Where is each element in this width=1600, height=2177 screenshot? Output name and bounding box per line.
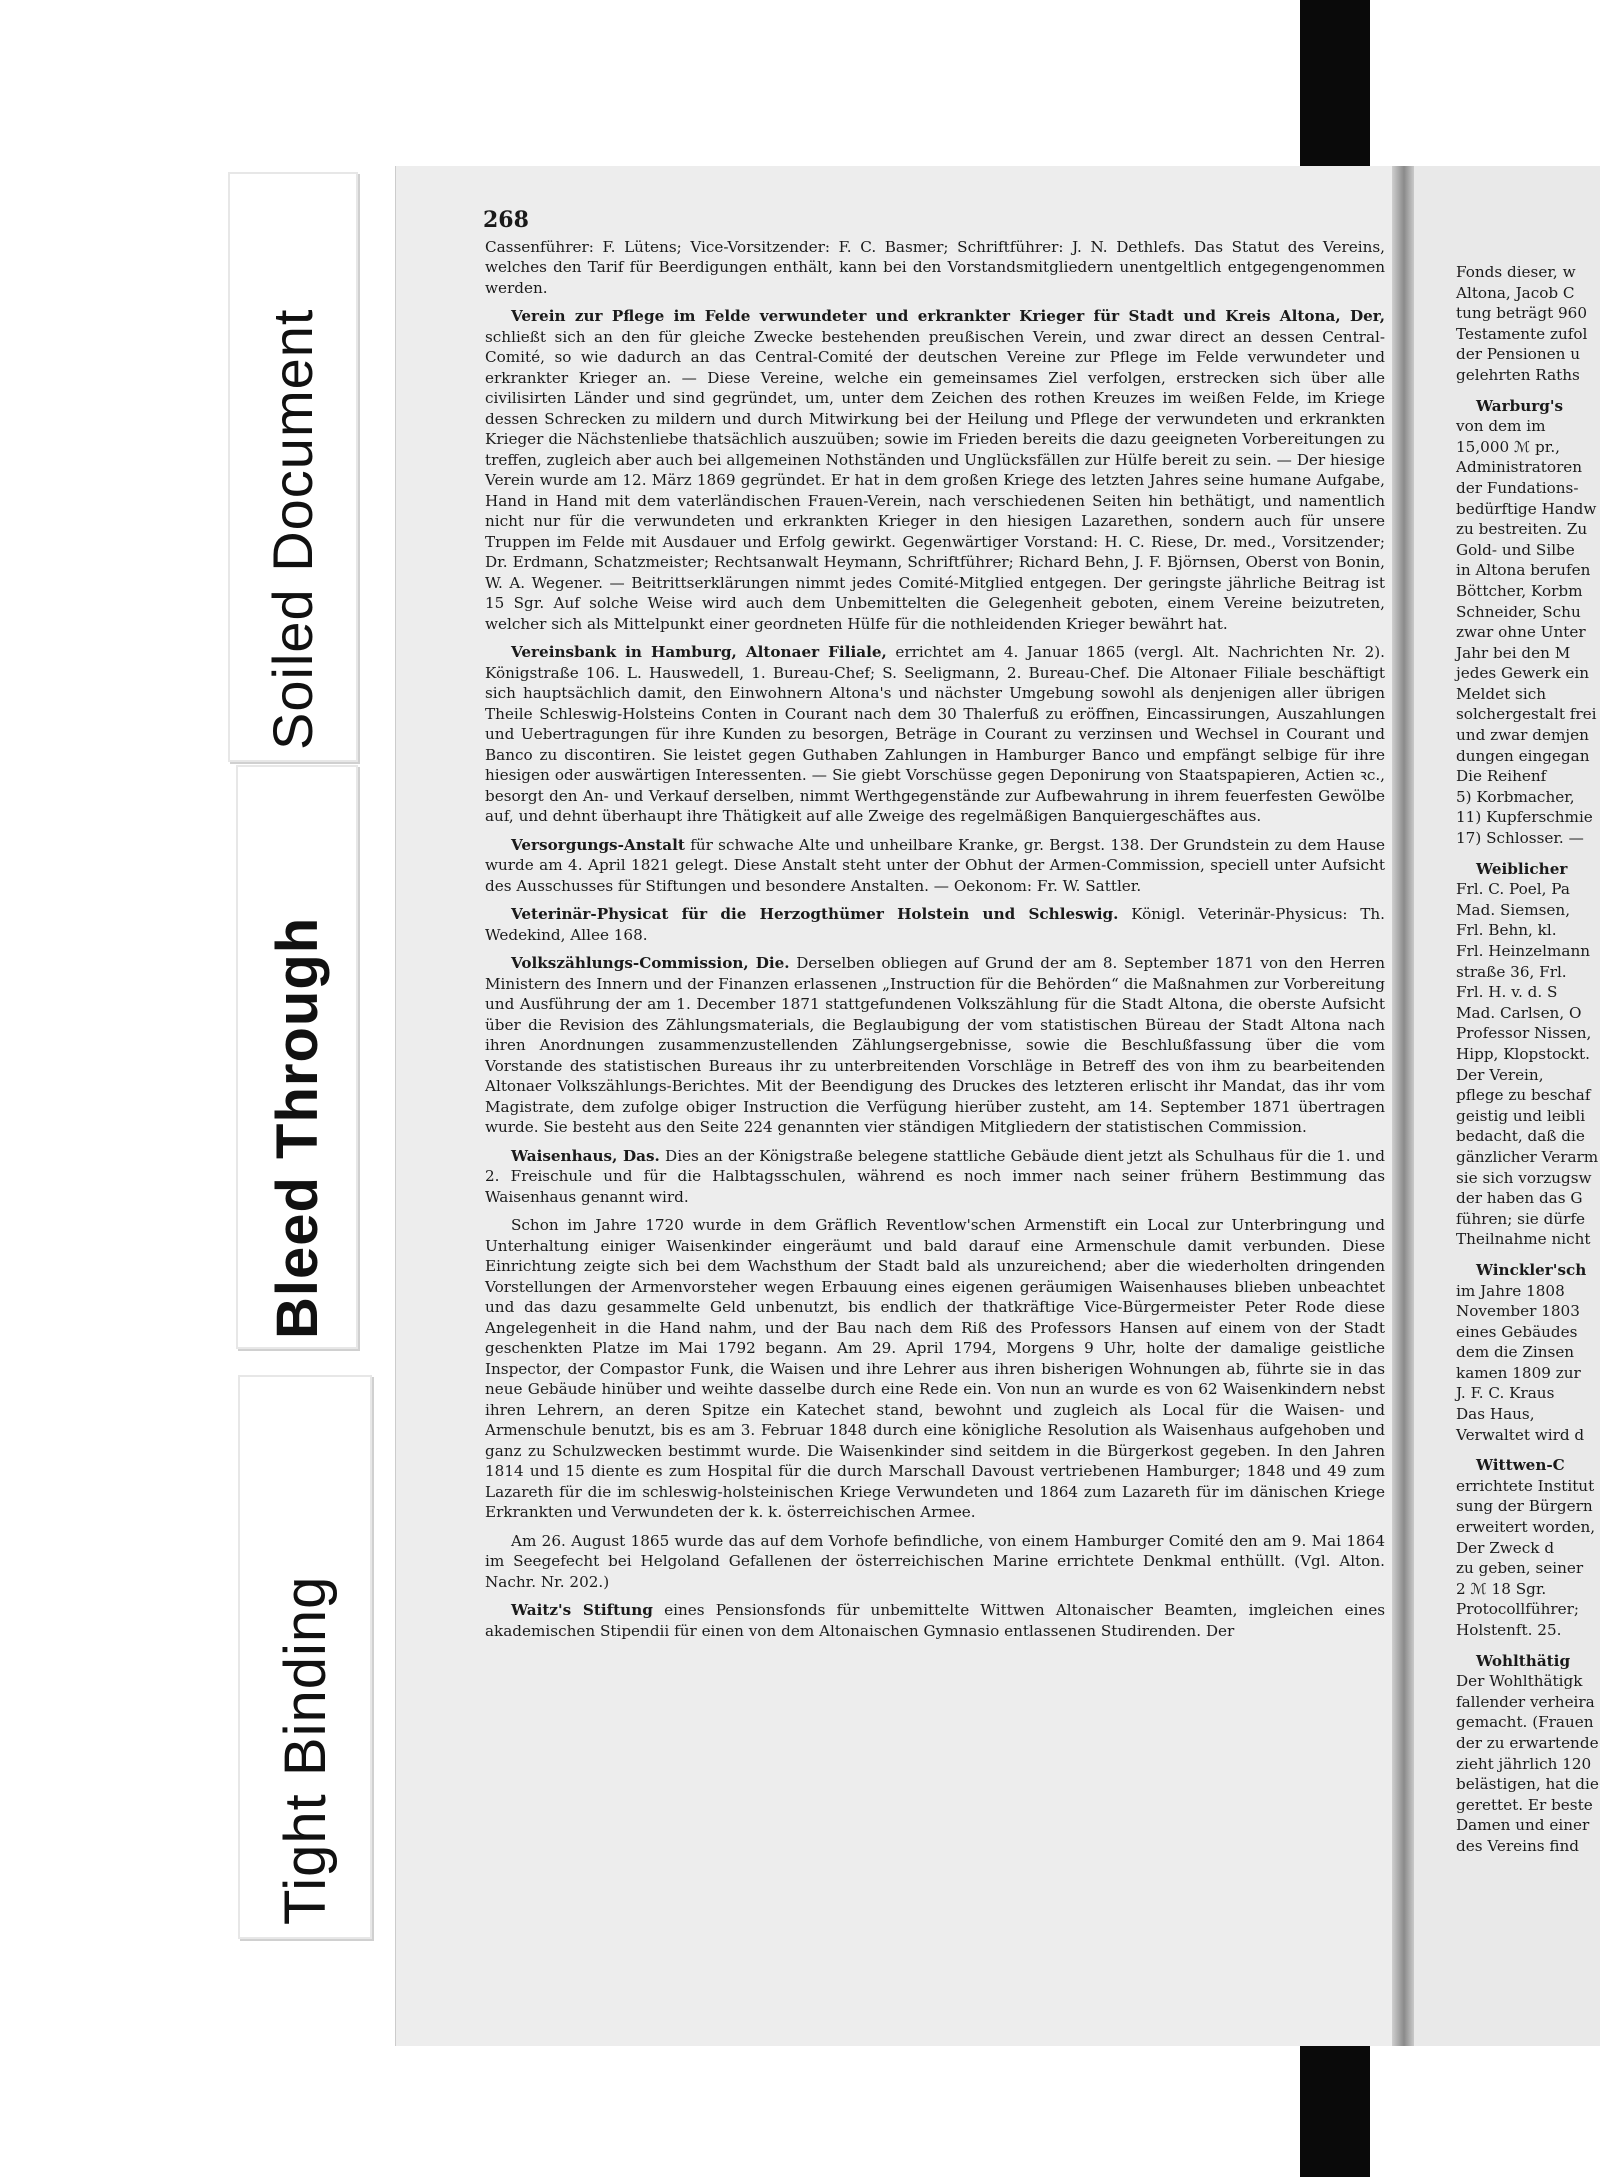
right-page-line: Frl. H. v. d. S — [1456, 983, 1558, 1002]
right-page-line: 5) Korbmacher, — [1456, 787, 1575, 806]
body-waitz-stiftung: eines Pensionsfonds für unbemittelte Wittwen Altonaischer Beamten, imgleichen eines akademischen Stipendii für einen von dem Altonaischen Gymnasio entlassenen Studirenden. Der — [485, 1601, 1385, 1640]
paragraph-waisenhaus — [485, 1146, 1385, 1208]
right-page-line: Damen und einer — [1456, 1816, 1590, 1835]
right-page-gap — [1456, 386, 1600, 396]
body-versorgungs-anstalt: für schwache Alte und unheilbare Kranke, gr. Bergst. 138. Der Grundstein zu dem Hause wurde am 4. April 1821 gelegt. Diese Anstalt steht unter der Obhut der Armen-Commission, speciell unter Aufsicht des Ausschusses für Stiftungen und besondere Anstalten. — Oekonom: Fr. W. Sattler. — [485, 835, 1386, 895]
right-page-line: errichtete Institut — [1456, 1476, 1595, 1495]
right-page-line: des Vereins find — [1456, 1836, 1580, 1855]
right-page-line: der haben das G — [1456, 1189, 1583, 1208]
right-page-gap — [1456, 1445, 1600, 1455]
right-page-line: sie sich vorzugsw — [1456, 1168, 1592, 1187]
heading-waisenhaus: Waisenhaus, Das. — [511, 1146, 660, 1165]
right-page-line: von dem im — [1456, 417, 1546, 436]
right-page-line: straße 36, Frl. — [1456, 962, 1567, 981]
binding-gutter — [1392, 166, 1416, 2046]
right-page-line: 11) Kupferschmie — [1456, 808, 1593, 827]
right-page-line: Weiblicher — [1476, 859, 1568, 878]
paragraph-waisenhaus-history: Schon im Jahre 1720 wurde in dem Gräflich Reventlow'schen Armenstift ein Local zur Unterbringung und Unterhaltung einiger Waisenkinder eingeräumt und bald darauf eine Armenschule damit verbunden. Diese Einrichtung zeigte sich bei dem Wachsthum der Stadt bald als unzureichend; aber die wiederholten dringenden Vorstellungen der Armenvorsteher wegen Erbauung eines eigenen geräumigen Waisenhauses blieben unbeachtet und das dazu gesammelte Geld unbenutzt, bis endlich der thatkräftige Vice-Bürgermeister Peter Rode diese Angelegenheit in die Hand nahm, und der Bau nach dem Riß des Professors Hansen auf einem von der Stadt geschenkten Platze im Mai 1792 begann. Am 29. April 1794, Morgens 9 Uhr, holte der damalige geistliche Inspector, der Compastor Funk, die Waisen und ihre Lehrer aus ihren bisherigen Wohnungen ab, führte sie in das neue Gebäude hinüber und weihte dasselbe durch eine Rede ein. Von nun an wurde es von 62 Waisenkindern nebst ihren Lehrern, an deren Spitze ein Katechet stand, bewohnt und zugleich als Local für die Waisen- und Armenschule benutzt, bis es am 3. Februar 1848 durch eine königliche Resolution als Waisenhaus aufgehoben und ganz zu Schulzwecken bestimmt wurde. Die Waisenkinder sind seitdem in die Bürgerkost gegeben. In den Jahren 1814 und 15 diente es zum Hospital für die durch Marschall Davoust vertriebenen Hamburger; 1848 und 49 zum Lazareth für die im schleswig-holsteinischen Kriege Verwundeten und 1864 zum Lazareth für im dänischen Kriege Erkrankten und Verwundeten der k. k. österreichischen Armee. — [485, 1216, 1385, 1521]
right-page-line: Meldet sich — [1456, 684, 1546, 703]
right-page-line: Hipp, Klopstockt. — [1456, 1044, 1590, 1063]
right-page-line: Testamente zufol — [1456, 324, 1588, 343]
right-page-line: Schneider, Schu — [1456, 602, 1581, 621]
right-page-line: gänzlicher Verarm — [1456, 1147, 1599, 1166]
right-page-line: Mad. Siemsen, — [1456, 900, 1571, 919]
right-page-line: Jahr bei den M — [1456, 643, 1571, 662]
heading-versorgungs-anstalt: Versorgungs-Anstalt — [511, 835, 685, 854]
right-page-line: gerettet. Er beste — [1456, 1795, 1593, 1814]
heading-vereinsbank: Vereinsbank in Hamburg, Altonaer Filiale, — [511, 643, 887, 661]
right-page-line: Winckler'sch — [1476, 1260, 1587, 1279]
right-page-line: Frl. Heinzelmann — [1456, 942, 1591, 960]
right-page-line: der Pensionen u — [1456, 345, 1581, 364]
left-page-text — [483, 207, 1386, 1649]
tight-binding-text: Tight Binding — [273, 1575, 338, 1925]
right-page-line: und zwar demjen — [1456, 726, 1589, 745]
right-page-line: Die Reihenf — [1456, 767, 1547, 786]
right-page-line: Wohlthätig — [1476, 1651, 1571, 1670]
right-page-line: Frl. C. Poel, Pa — [1456, 880, 1570, 899]
heading-verein-pflege: Verein zur Pflege im Felde verwundeter und erkrankter Krieger für Stadt und Kreis Altona, Der, — [511, 307, 1385, 325]
right-page-line: Protocollführer; — [1456, 1600, 1580, 1619]
soiled-document-text: Soiled Document — [261, 308, 324, 750]
right-page-line: gemacht. (Frauen — [1456, 1713, 1594, 1732]
right-page-line: Wittwen-C — [1476, 1456, 1565, 1475]
right-page-line: Der Wohlthätigk — [1456, 1672, 1583, 1691]
heading-waitz-stiftung: Waitz's Stiftung — [511, 1601, 653, 1619]
paragraph-denkmal: Am 26. August 1865 wurde das auf dem Vorhofe befindliche, von einem Hamburger Comité den am 9. Mai 1864 im Seegefecht bei Helgoland Gefallenen der österreichischen Marine errichtete Denkmal enthüllt. (Vgl. Alton. Nachr. Nr. 202.) — [485, 1531, 1385, 1591]
paragraph-vereinsbank — [485, 642, 1385, 827]
right-page-line: Holstenft. 25. — [1456, 1621, 1562, 1639]
right-page-line: Administratoren — [1456, 458, 1583, 477]
heading-volkszaehlung: Volkszählungs-Commission, Die. — [511, 954, 790, 972]
soiled-document-label — [228, 172, 358, 762]
right-page-line: fallender verheira — [1456, 1692, 1595, 1711]
right-page-line: jedes Gewerk ein — [1456, 664, 1590, 683]
right-page-line: Der Zweck d — [1456, 1538, 1555, 1557]
right-page-line: im Jahre 1808 — [1456, 1281, 1565, 1300]
right-page-line: Böttcher, Korbm — [1456, 581, 1583, 600]
right-page-line: Frl. Behn, kl. — [1456, 921, 1557, 940]
body-vereinsbank: errichtet am 4. Januar 1865 (vergl. Alt. Nachrichten Nr. 2). Königstraße 106. L. Hauswedell, 1. Bureau-Chef; S. Seeligmann, 2. Bureau-Chef. Die Altonaer Filiale beschäftigt sich hauptsächlich damit, den Einwohnern Altona's und nächster Umgebung sowohl als denjenigen aller übrigen Theile Schleswig-Holsteins Conten in Courant nach dem 30 Thalerfuß zu eröffnen, Eincassirungen, Auszahlungen und Uebertragungen für ihre Kunden zu besorgen, Beträge in Courant zu verzinsen und Wechsel in Courant und Banco zu discontiren. Sie leistet gegen Guthaben Zahlungen in Hamburger Banco und empfängt selbige für ihre hiesigen oder auswärtigen Interessenten. — Sie giebt Vorschüsse gegen Deponirung von Staatspapieren, Actien ꝛc., besorgt den An- und Verkauf derselben, nimmt Werthgegenstände zur Aufbewahrung in ihrem feuerfesten Gewölbe auf, und dehnt überhaupt ihre Thätigkeit auf alle Zweige des regelmäßigen Banquiergeschäftes aus. — [485, 643, 1385, 825]
paragraph-veterinaer — [485, 904, 1385, 945]
right-page-line: Fonds dieser, w — [1456, 263, 1576, 281]
right-page-gap — [1456, 1641, 1600, 1651]
right-page-line: führen; sie dürfe — [1456, 1209, 1585, 1228]
right-page-gap — [1456, 1250, 1600, 1260]
tight-binding-label — [238, 1375, 372, 1939]
right-page-line: geistig und leibli — [1456, 1106, 1586, 1125]
right-page-line: November 1803 — [1456, 1302, 1580, 1321]
right-page-line: in Altona berufen — [1456, 561, 1591, 580]
right-page-line: erweitert worden, — [1456, 1518, 1596, 1537]
right-page-line: dem die Zinsen — [1456, 1343, 1575, 1362]
right-page-line: 2 ℳ 18 Sgr. — [1456, 1579, 1547, 1598]
bleed-through-label — [236, 765, 358, 1349]
right-page-gap — [1456, 849, 1600, 859]
right-page-text — [1456, 262, 1600, 1857]
right-page-line: Theilnahme nicht — [1456, 1230, 1591, 1249]
right-page-line: Das Haus, — [1456, 1405, 1535, 1424]
right-page-line: Gold- und Silbe — [1456, 540, 1575, 559]
right-page-line: Verwaltet wird d — [1456, 1425, 1585, 1444]
right-page-line: belästigen, hat die — [1456, 1775, 1599, 1794]
right-page-line: solchergestalt frei — [1456, 705, 1597, 724]
right-page-line: eines Gebäudes — [1456, 1322, 1578, 1341]
right-page-line: der Fundations- — [1456, 478, 1579, 497]
right-page-line: zieht jährlich 120 — [1456, 1754, 1592, 1773]
bleed-through-text: Bleed Through — [265, 916, 330, 1339]
heading-veterinaer: Veterinär-Physicat für die Herzogthümer Holstein und Schleswig. — [511, 905, 1119, 923]
paragraph-cassenfuehrer: Cassenführer: F. Lütens; Vice-Vorsitzender: F. C. Basmer; Schriftführer: J. N. Dethlefs. Das Statut des Vereins, welches den Tarif für Beerdigungen enthält, kann bei den Vorstandsmitgliedern unentgeltlich entgegengenommen werden. — [485, 237, 1385, 297]
page-number: 268 — [483, 207, 529, 233]
right-page-line: zu bestreiten. Zu — [1456, 520, 1588, 539]
right-page-line: J. F. C. Kraus — [1456, 1384, 1555, 1403]
body-volkszaehlung: Derselben obliegen auf Grund der am 8. September 1871 von den Herren Ministern des Innern und der Finanzen erlassenen „Instruction für die Behörden“ die Maßnahmen zur Vorbereitung und Ausführung der am 1. December 1871 stattgefundenen Volkszählung für die Stadt Altona, die oberste Aufsicht über die Revision des Zählungsmaterials, die Beglaubigung der vom statistischen Büreau der Stadt Altona nach ihren Anordnungen zusammenzustellenden Zählungsergebnisse, sowie die Beschlußfassung über die vom Vorstande des statistischen Bureaus ihr zu unterbreitenden Vorschläge in Betreff des von ihm zu bearbeitenden Altonaer Volkszählungs-Berichtes. Mit der Beendigung des Druckes des letzteren erlischt ihr Mandat, das ihr vom Magistrate, dem zufolge obiger Instruction die Verfügung hierüber zusteht, am 14. September 1871 übertragen wurde. Sie besteht aus den Seite 224 genannten vier ständigen Mitgliedern der statistischen Commission. — [485, 954, 1385, 1136]
right-page-line: gelehrten Raths — [1456, 365, 1580, 384]
paragraph-waitz-stiftung — [485, 1600, 1385, 1641]
right-page-line: bedacht, daß die — [1456, 1127, 1585, 1146]
right-page-line: Altona, Jacob C — [1456, 283, 1575, 302]
body-waisenhaus: Dies an der Königstraße belegene stattliche Gebäude dient jetzt als Schulhaus für die 1. und 2. Freischule und für die Halbtagsschulen, während es noch immer nach seiner frühern Bestimmung das Waisenhaus genannt wird. — [485, 1146, 1386, 1206]
paragraph-versorgungs-anstalt — [485, 835, 1385, 897]
right-page-line: kamen 1809 zur — [1456, 1363, 1581, 1382]
right-page-line: zwar ohne Unter — [1456, 623, 1586, 642]
paragraph-volkszaehlung — [485, 953, 1385, 1138]
right-page-line: dungen eingegan — [1456, 746, 1590, 765]
right-page-line: zu geben, seiner — [1456, 1559, 1584, 1578]
body-veterinaer: Königl. Veterinär-Physicus: Th. Wedekind, Allee 168. — [485, 905, 1386, 944]
right-page-line: tung beträgt 960 — [1456, 304, 1587, 323]
right-page-line: 17) Schlosser. — — [1456, 829, 1584, 848]
paragraph-verein-pflege — [485, 306, 1385, 634]
body-verein-pflege: schließt sich an den für gleiche Zwecke bestehenden preußischen Verein, und zwar direct an dessen Central-Comité, so wie dadurch an das Central-Comité der deutschen Vereine zur Pflege im Felde verwundeter und erkrankter Krieger an. — Diese Vereine, welche ein gemeinsames Ziel verfolgen, erstrecken sich über alle civilisirten Länder und sind gegründet, um, unter dem Zeichen des rothen Kreuzes im weißen Felde, im Kriege dessen Schrecken zu mildern und durch Mitwirkung bei der Heilung und Pflege der verwundeten und erkrankten Krieger die Nächstenliebe thatsächlich auszuüben; sowie im Frieden bereits die dazu geeigneten Vorbereitungen zu treffen, zugleich aber auch bei allgemeinen Nothständen und Unglücksfällen zur Hülfe bereit zu sein. — Der hiesige Verein wurde am 12. März 1869 gegründet. Er hat in dem großen Kriege des letzten Jahres seine humane Aufgabe, Hand in Hand mit dem vaterländischen Frauen-Verein, nach verschiedenen Seiten hin bethätigt, und namentlich nicht nur für die verwundeten und erkrankten Krieger in den hiesigen Lazarethen, sondern auch für unsere Truppen im Felde mit Ausdauer und Erfolg gewirkt. Gegenwärtiger Vorstand: H. C. Riese, Dr. med., Vorsitzender; Dr. Erdmann, Schatzmeister; Rechtsanwalt Heymann, Schriftführer; Richard Behn, J. F. Björnsen, Oberst von Bonin, W. A. Wegener. — Beitrittserklärungen nimmt jedes Comité-Mitglied entgegen. Der geringste jährliche Beitrag ist 15 Sgr. Auf solche Weise wird auch dem Unbemittelten die Gelegenheit geboten, einem Vereine beizutreten, welcher sich als Mittelpunkt einer geordneten Hülfe für die nothleidenden Krieger bewährt hat. — [485, 327, 1385, 633]
right-page-line: sung der Bürgern — [1456, 1497, 1593, 1516]
spine-bar-bottom — [1300, 2040, 1370, 2177]
right-page-line: bedürftige Handw — [1456, 499, 1597, 518]
right-page-line: Der Verein, — [1456, 1065, 1544, 1084]
right-page-line: 15,000 ℳ pr., — [1456, 437, 1561, 456]
right-page-line: Warburg's — [1476, 396, 1564, 415]
right-page-line: Mad. Carlsen, O — [1456, 1003, 1582, 1022]
right-page-line: der zu erwartende — [1456, 1733, 1599, 1752]
right-page-line: pflege zu beschaf — [1456, 1086, 1591, 1105]
right-page-line: Professor Nissen, — [1456, 1024, 1592, 1043]
